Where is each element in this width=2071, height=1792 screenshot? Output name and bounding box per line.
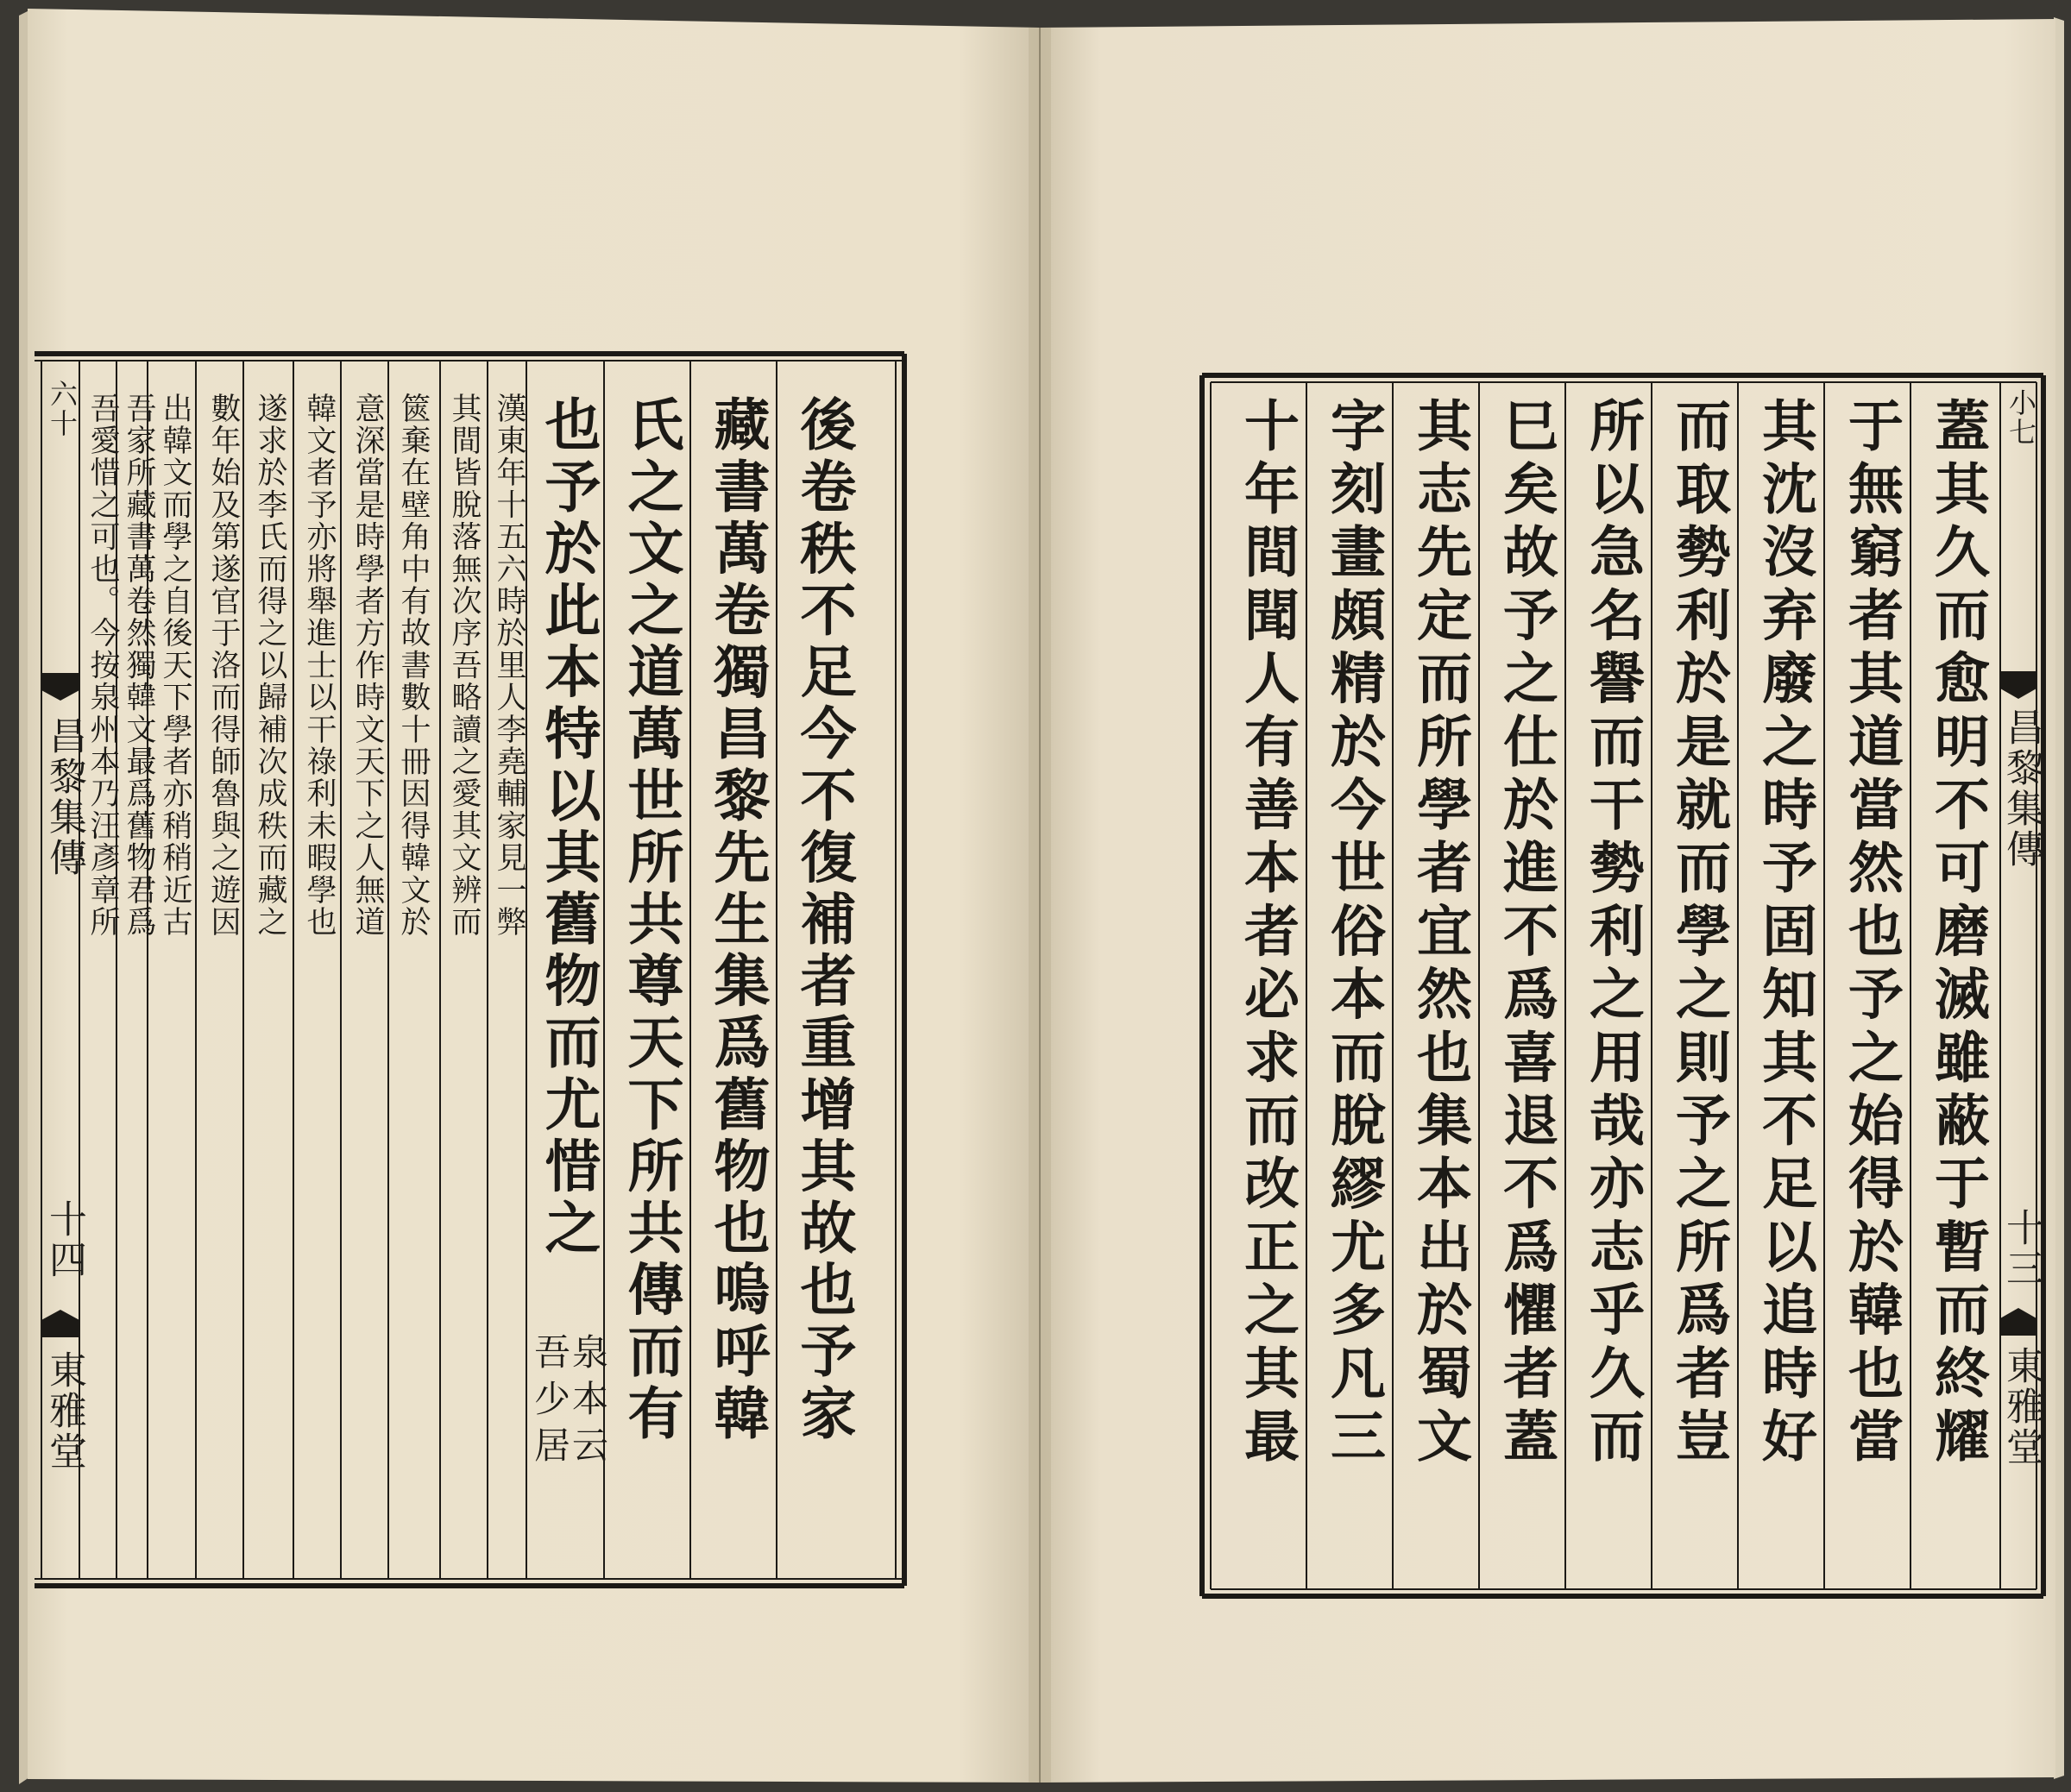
right-main-column-6: 巳矣故予之仕於進不爲喜退不爲懼者蓋: [1494, 397, 1558, 1471]
left-annotation-column-7: 數年始及第遂官于洛而得師魯與之遊因: [206, 393, 241, 939]
right-main-column-9: 十年間聞人有善本者必求而改正之其最: [1235, 397, 1300, 1471]
right-margin-page-number: 小七: [2005, 388, 2037, 447]
right-main-column-2: 于無窮者其道當然也予之始得於韓也當: [1839, 397, 1904, 1471]
left-margin-title: 昌黎集傳: [42, 716, 86, 878]
right-main-column-8: 字刻畫頗精於今世俗本而脫繆尤多凡三: [1321, 397, 1386, 1471]
left-annotation-column-5: 韓文者予亦將舉進士以干祿利未暇學也: [302, 393, 337, 939]
right-main-column-1: 蓋其久而愈明不可磨滅雖蔽于暫而終耀: [1925, 397, 1990, 1471]
right-main-column-3: 其沈沒弃廢之時予固知其不足以追時好: [1753, 397, 1817, 1471]
left-margin-page-number: 六十: [46, 380, 79, 438]
left-tail-annotation-1: 泉本云: [567, 1333, 609, 1473]
left-main-column-3: 氏之文之道萬世所共尊天下所共傳而有: [618, 395, 683, 1446]
left-margin-bottom-page: 十四: [42, 1199, 86, 1280]
left-annotation-column-8: 出韓文而學之自後天下學者亦稍稍近古: [158, 393, 192, 939]
left-annotation-column-10: 吾愛惜之可也。今按泉州本乃汪彥章所: [85, 393, 120, 939]
left-annotation-column-1: 漢東年十五六時於里人李堯輔家見一弊: [492, 393, 526, 939]
right-main-column-7: 其志先定而所學者宜然也集本出於蜀文: [1407, 397, 1472, 1471]
left-main-column-1: 後卷秩不足今不復補者重增其故也予家: [790, 395, 856, 1446]
left-margin-publisher: 東雅堂: [42, 1350, 86, 1472]
right-margin-bottom-page: 十三: [1999, 1208, 2043, 1289]
right-main-column-5: 所以急名譽而干勢利之用哉亦志乎久而: [1580, 397, 1645, 1471]
left-annotation-column-6: 遂求於李氏而得之以歸補次成秩而藏之: [253, 393, 287, 939]
right-main-column-4: 而取勢利於是就而學之則予之所爲者豈: [1666, 397, 1731, 1471]
right-margin-title: 昌黎集傳: [1999, 707, 2043, 870]
left-annotation-column-9: 吾家所藏書萬卷然獨韓文最爲舊物君爲: [122, 393, 156, 939]
left-annotation-column-3: 篋棄在壁角中有故書數十冊因得韓文於: [396, 393, 431, 939]
left-annotation-column-2: 其間皆脫落無次序吾略讀之愛其文辨而: [447, 393, 482, 939]
left-main-column-4: 也予於此本特以其舊物而尤惜之: [535, 395, 601, 1261]
left-main-column-2: 藏書萬卷獨昌黎先生集爲舊物也嗚呼韓: [704, 395, 770, 1446]
right-margin-publisher: 東雅堂: [1999, 1346, 2043, 1468]
left-annotation-column-4: 意深當是時學者方作時文天下之人無道: [350, 393, 385, 939]
left-tail-annotation-2: 吾少居: [529, 1333, 571, 1473]
